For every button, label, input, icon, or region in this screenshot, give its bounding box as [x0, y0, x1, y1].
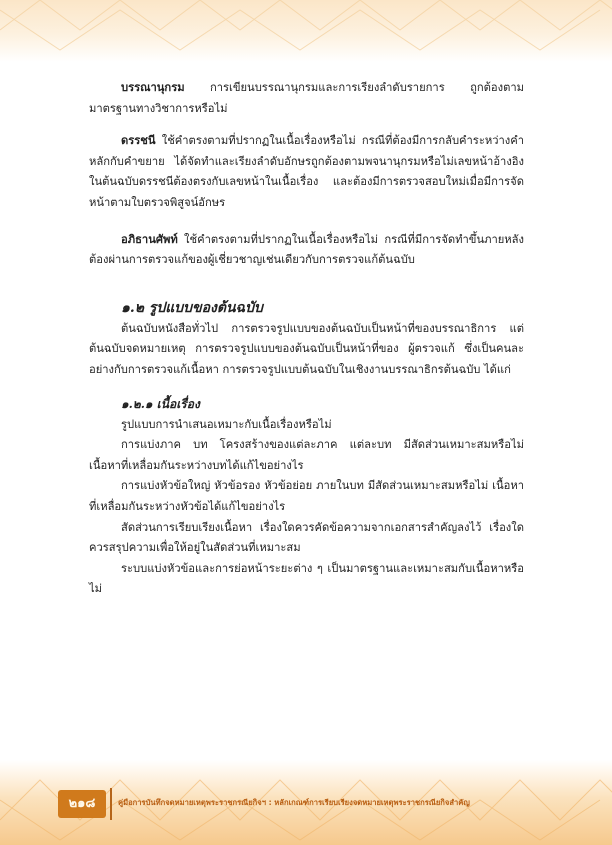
- list-item: สัดส่วนการเรียบเรียงเนื้อหา เรื่องใดควรคัดข้อความจากเอกสารสำคัญลงไว้ เรื่องใดควรสรุปความเพื่อให้อยู่ในสัดส่วนที่เหมาะสม: [89, 520, 524, 555]
- list-item: ระบบแบ่งหัวข้อและการย่อหน้าระยะต่าง ๆ เป็นมาตรฐานและเหมาะสมกับเนื้อหาหรือไม่: [89, 561, 524, 596]
- term-glossary: อภิธานศัพท์: [121, 232, 178, 246]
- list-item: รูปแบบการนำเสนอเหมาะกับเนื้อเรื่องหรือไม่: [121, 417, 332, 431]
- header-pattern: [0, 0, 612, 62]
- header-decoration: [0, 0, 612, 62]
- page-body: [89, 78, 524, 600]
- list-item: การแบ่งหัวข้อใหญ่ หัวข้อรอง หัวข้อย่อย ภายในบท มีสัดส่วนเหมาะสมหรือไม่ เนื้อหาที่เหลื่อมกันระหว่างหัวข้อได้แก้ไขอย่างไร: [89, 479, 524, 513]
- paragraph-index: [89, 131, 524, 213]
- section-title: ๑.๒ รูปแบบของต้นฉบับ: [121, 299, 263, 316]
- term-bibliography: บรรณานุกรม: [121, 81, 185, 94]
- text-bibliography: การเขียนบรรณานุกรมและการเรียงลำดับรายการ ถูกต้องตามมาตรฐานทางวิชาการหรือไม่: [89, 81, 524, 115]
- paragraph-glossary: [89, 230, 524, 271]
- running-footer: คู่มือการบันทึกจดหมายเหตุพระราชกรณียกิจฯ : หลักเกณฑ์การเรียบเรียงจดหมายเหตุพระราชกรณียกิจสำคัญ: [118, 798, 470, 807]
- subsection-title: ๑.๒.๑ เนื้อเรื่อง: [121, 396, 200, 411]
- page-number: ๒๑๘: [58, 790, 106, 818]
- section-intro: ต้นฉบับหนังสือทั่วไป การตรวจรูปแบบของต้นฉบับเป็นหน้าที่ของบรรณาธิการ แต่ต้นฉบับจดหมายเหตุ การตรวจรูปแบบของต้นฉบับเป็นหน้าที่ของ ผู้ตรวจแก้ ซึ่งเป็นคนละอย่างกับการตรวจแก้เนื้อหา การตรวจรูปแบบต้นฉบับในเชิงงานบรรณาธิกรต้นฉบับ ได้แก่: [89, 321, 524, 376]
- term-index: ดรรชนี: [121, 134, 156, 148]
- text-index: ใช้คำตรงตามที่ปรากฏในเนื้อเรื่องหรือไม่ กรณีที่ต้องมีการกลับคำระหว่างคำหลักกับคำขยาย ได้จัดทำและเรียงลำดับอักษรถูกต้องตามพจนานุกรมหรือไม่เลขหน้าอ้างอิงในต้นฉบับดรรชนีต้องตรงกับเลขหน้าในเนื้อเรื่อง และต้องมีการตรวจสอบใหม่เมื่อมีการจัดหน้าตามใบตรวจพิสูจน์อักษร: [89, 134, 524, 209]
- footer-divider: [110, 788, 112, 820]
- paragraph-bibliography: [89, 78, 524, 119]
- list-item: การแบ่งภาค บท โครงสร้างของแต่ละภาค แต่ละบท มีสัดส่วนเหมาะสมหรือไม่ เนื้อหาที่เหลื่อมกันระหว่างบทได้แก้ไขอย่างไร: [89, 438, 524, 472]
- text-glossary: ใช้คำตรงตามที่ปรากฏในเนื้อเรื่องหรือไม่ กรณีที่มีการจัดทำขึ้นภายหลังต้องผ่านการตรวจแก้ของผู้เชี่ยวชาญเช่นเดียวกับการตรวจแก้ต้นฉบับ: [89, 232, 524, 267]
